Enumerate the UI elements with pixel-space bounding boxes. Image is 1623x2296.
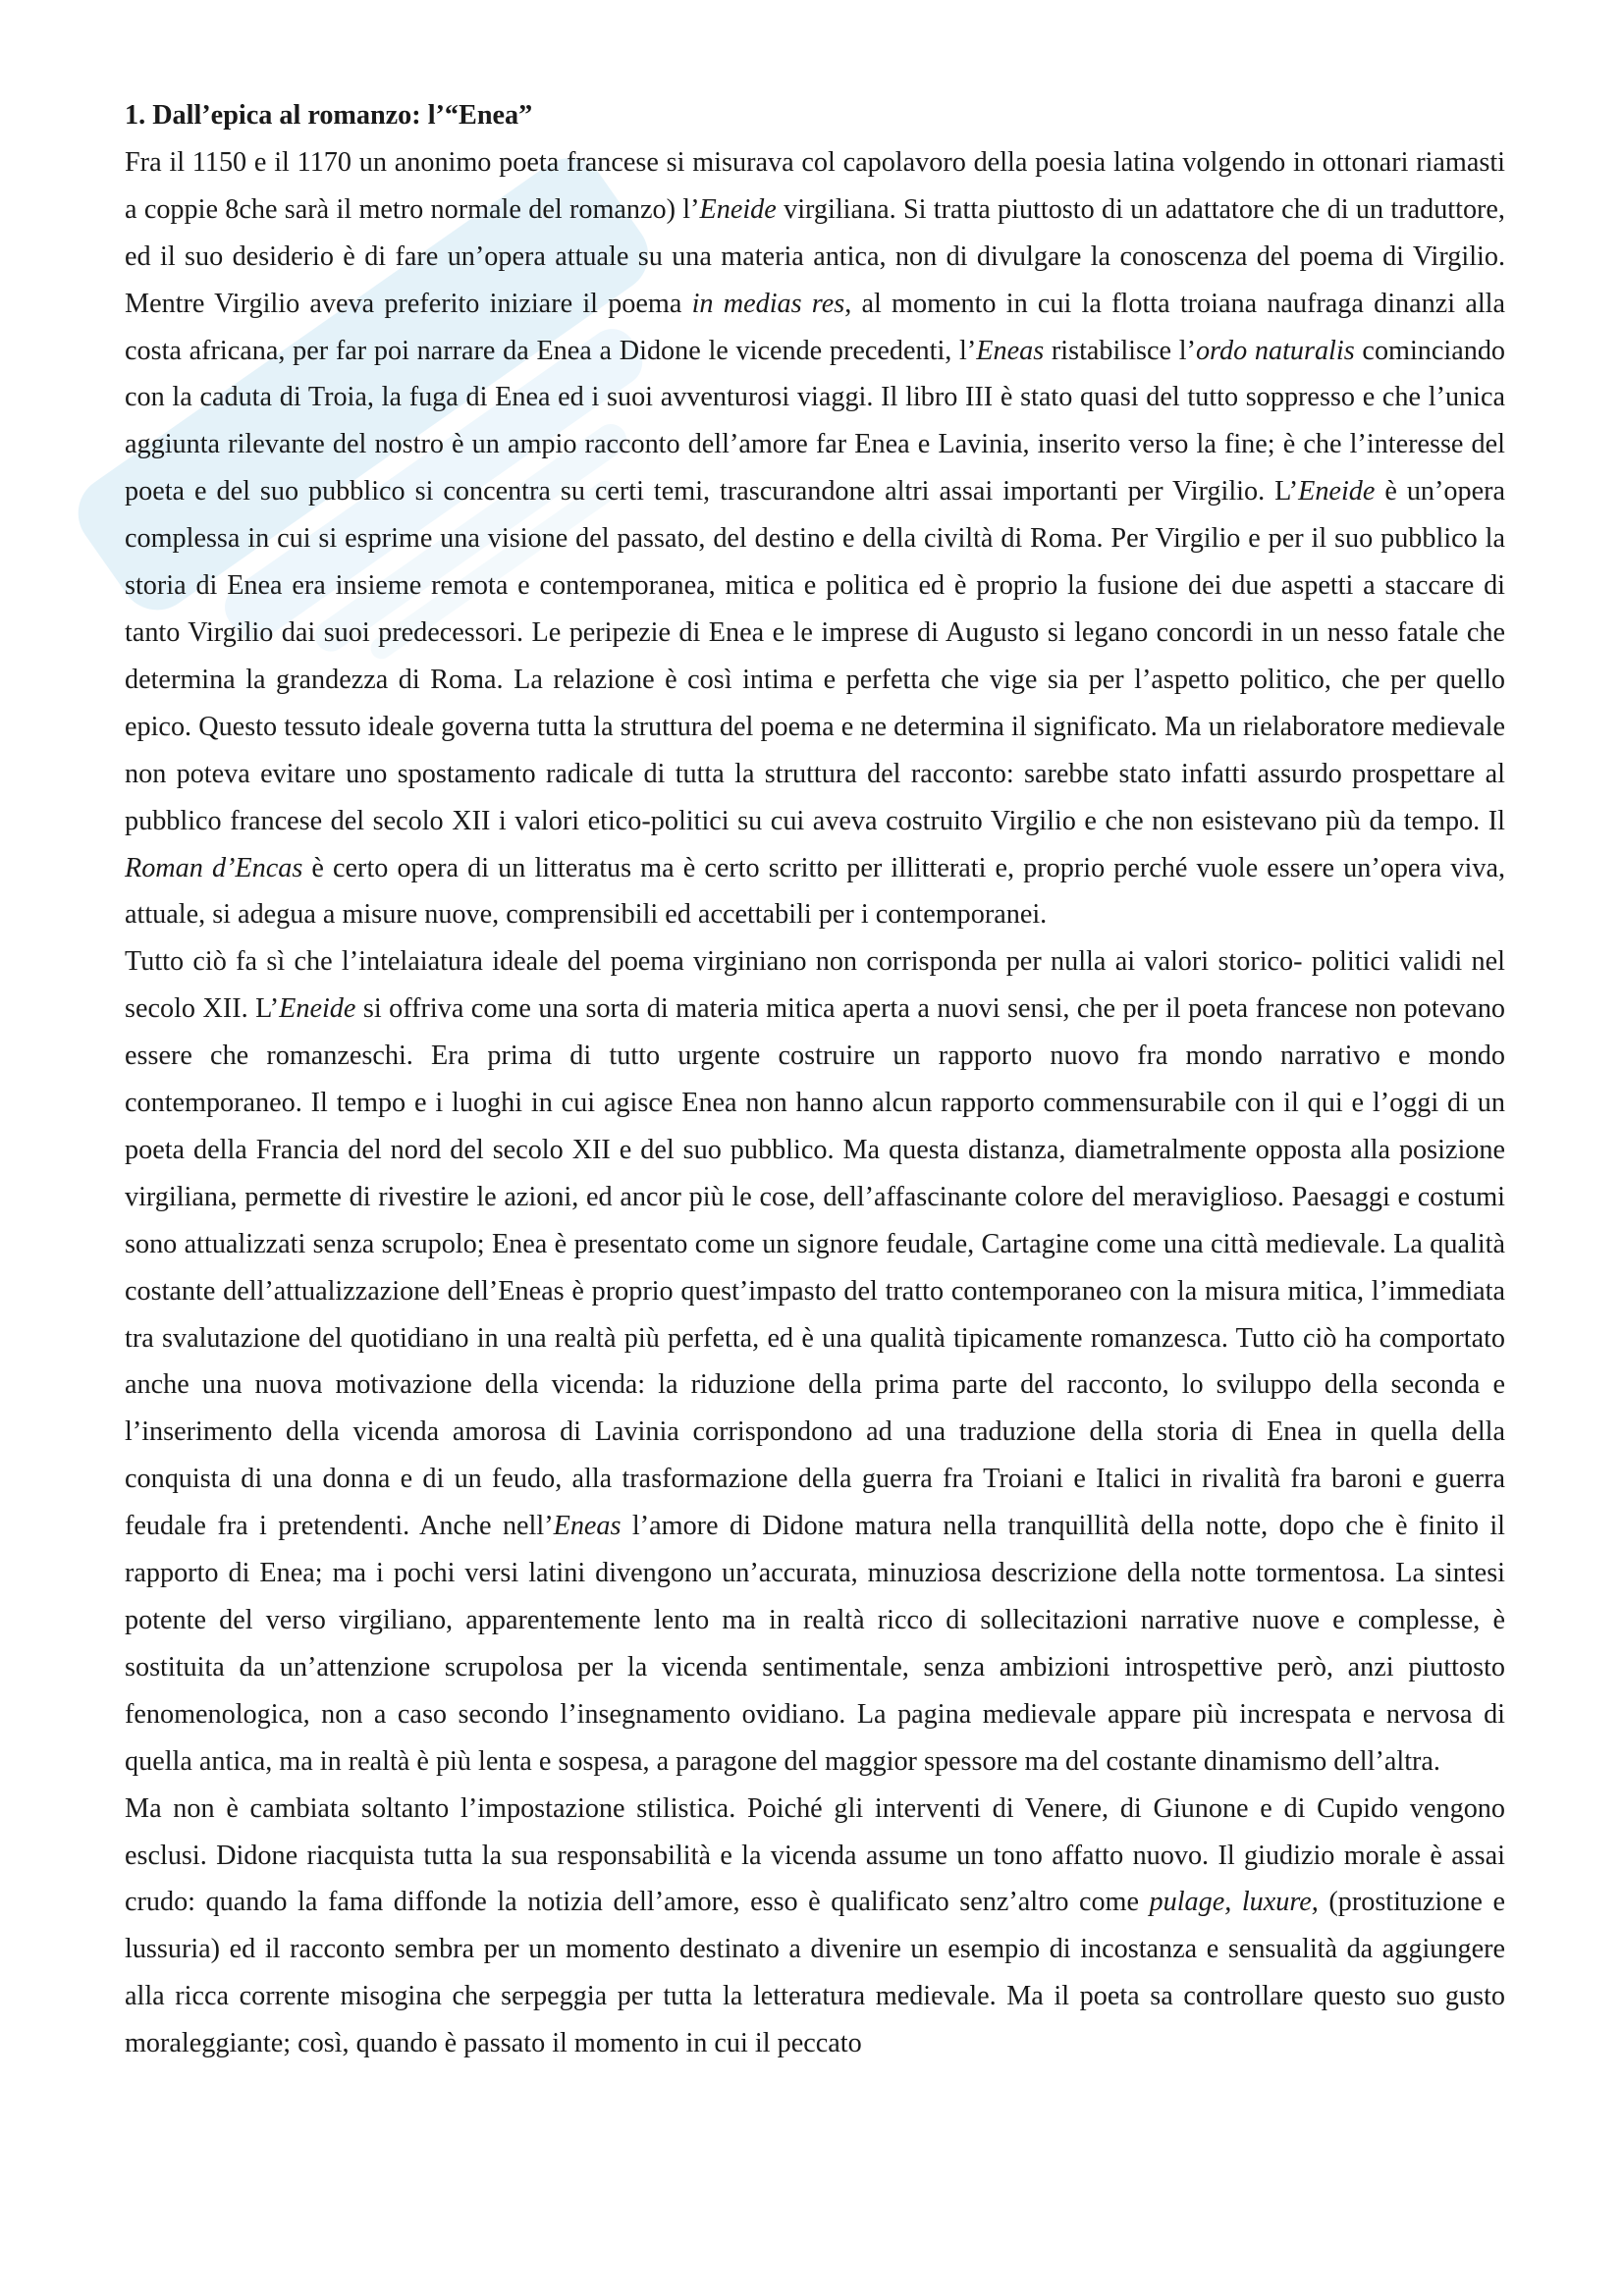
italic-text-run: Roman d’Encas (125, 852, 303, 883)
text-run: cominciando con la caduta di Troia, la fuga di Enea ed i suoi avventurosi viaggi. Il libro III è stato quasi del tutto soppresso e che l’unica aggiunta rilevante del nostro è un ampio racconto dell’amore far Enea e Lavinia, inserito verso la fine; è che l’interesse del poeta e del suo pubblico si concentra su certi temi, trascurandone altri assai importanti per Virgilio. L’ (125, 335, 1506, 507)
text-run: Tutto ciò fa sì che l’intelaiatura ideale del poema virginiano non corrisponda per nulla ai valori storico- politici validi nel secolo XII. L’ (125, 946, 1505, 1025)
italic-text-run: Eneas (553, 1511, 622, 1542)
italic-text-run: ordo naturalis (1195, 335, 1355, 366)
section-title: 1. Dall’epica al romanzo: l’“Enea” (125, 100, 533, 131)
text-run: è certo opera di un litteratus ma è certo scritto per illitterati e, proprio perché vuole essere un’opera viva, attuale, si adegua a misure nuove, comprensibili ed accettabili per i contemporanei. (125, 852, 1505, 931)
italic-text-run: Eneide (699, 193, 777, 225)
text-run: ristabilisce l’ (1044, 335, 1196, 366)
italic-text-run: Eneas (976, 335, 1045, 366)
text-run: (prostituzione e lussuria) ed il racconto sembra per un momento destinato a divenire un esempio di incostanza e sensualità da aggiungere alla ricca corrente misogina che serpeggia per tutta la letteratura medievale. Ma il poeta sa controllare questo suo gusto moraleggiante; così, quando è passato il momento in cui il peccato (125, 1887, 1505, 2059)
text-run: Ma non è cambiata soltanto l’impostazione stilistica. Poiché gli interventi di Venere, di Giunone e di Cupido vengono esclusi. Didone riacquista tutta la sua responsabilità e la vicenda assume un tono affatto nuovo. Il giudizio morale è assai crudo: quando la fama diffonde la notizia dell’amore, esso è qualificato senz’altro come (125, 1792, 1505, 1918)
italic-text-run: pulage, luxure, (1149, 1887, 1319, 1918)
paragraph-3 (125, 1786, 1505, 2067)
text-run: Fra il 1150 e il 1170 un anonimo poeta francese si misurava col capolavoro della poesia latina volgendo in ottonari riamasti a coppie 8che sarà il metro normale del romanzo) l’ (125, 146, 1505, 225)
text-run: , al momento in cui la flotta troiana naufraga dinanzi alla costa africana, per far poi narrare da Enea a Didone le vicende precedenti, l’ (125, 288, 1506, 366)
document-body (125, 92, 1505, 2067)
paragraph-1 (125, 139, 1505, 938)
text-run: virgiliana. Si tratta piuttosto di un adattatore che di un traduttore, ed il suo desiderio è di fare un’opera attuale su una materia antica, non di divulgare la conoscenza del poema di Virgilio. Mentre Virgilio aveva preferito iniziare il poema (125, 193, 1505, 319)
italic-text-run: in medias res (691, 288, 845, 319)
paragraph-2 (125, 938, 1505, 1785)
italic-text-run: Eneide (279, 993, 356, 1025)
italic-text-run: Eneide (1298, 476, 1376, 507)
text-run: l’amore di Didone matura nella tranquillità della notte, dopo che è finito il rapporto di Enea; ma i pochi versi latini divengono un’accurata, minuziosa descrizione della notte tormentosa. La sintesi potente del verso virgiliano, apparentemente lento ma in realtà ricco di sollecitazioni narrative nuove e complesse, è sostituita da un’attenzione scrupolosa per la vicenda sentimentale, senza ambizioni introspettive però, anzi piuttosto fenomenologica, non a caso secondo l’insegnamento ovidiano. La pagina medievale appare più increspata e nervosa di quella antica, ma in realtà è più lenta e sospesa, a paragone del maggior spessore ma del costante dinamismo dell’altra. (125, 1511, 1506, 1777)
text-run: si offriva come una sorta di materia mitica aperta a nuovi sensi, che per il poeta francese non potevano essere che romanzeschi. Era prima di tutto urgente costruire un rapporto nuovo fra mondo narrativo e mondo contemporaneo. Il tempo e i luoghi in cui agisce Enea non hanno alcun rapporto commensurabile con il qui e l’oggi di un poeta della Francia del nord del secolo XII e del suo pubblico. Ma questa distanza, diametralmente opposta alla posizione virgiliana, permette di rivestire le azioni, ed ancor più le cose, dell’affascinante colore del meraviglioso. Paesaggi e costumi sono attualizzati senza scrupolo; Enea è presentato come un signore feudale, Cartagine come una città medievale. La qualità costante dell’attualizzazione dell’Eneas è proprio quest’impasto del tratto contemporaneo con la misura mitica, l’immediata tra svalutazione del quotidiano in una realtà più perfetta, ed è una qualità tipicamente romanzesca. Tutto ciò ha comportato anche una nuova motivazione della vicenda: la riduzione della prima parte del racconto, lo sviluppo della seconda e l’inserimento della vicenda amorosa di Lavinia corrispondono ad una traduzione della storia di Enea in quella della conquista di una donna e di un feudo, alla trasformazione della guerra fra Troiani e Italici in rivalità fra baroni e guerra feudale fra i pretendenti. Anche nell’ (125, 993, 1506, 1542)
text-run: è un’opera complessa in cui si esprime una visione del passato, del destino e della civiltà di Roma. Per Virgilio e per il suo pubblico la storia di Enea era insieme remota e contemporanea, mitica e politica ed è proprio la fusione dei due aspetti a staccare di tanto Virgilio dai suoi predecessori. Le peripezie di Enea e le imprese di Augusto si legano concordi in un nesso fatale che determina la grandezza di Roma. La relazione è così intima e perfetta che vige sia per l’aspetto politico, che per quello epico. Questo tessuto ideale governa tutta la struttura del poema e ne determina il significato. Ma un rielaboratore medievale non poteva evitare uno spostamento radicale di tutta la struttura del racconto: sarebbe stato infatti assurdo prospettare al pubblico francese del secolo XII i valori etico-politici su cui aveva costruito Virgilio e che non esistevano più da tempo. Il (125, 476, 1505, 836)
